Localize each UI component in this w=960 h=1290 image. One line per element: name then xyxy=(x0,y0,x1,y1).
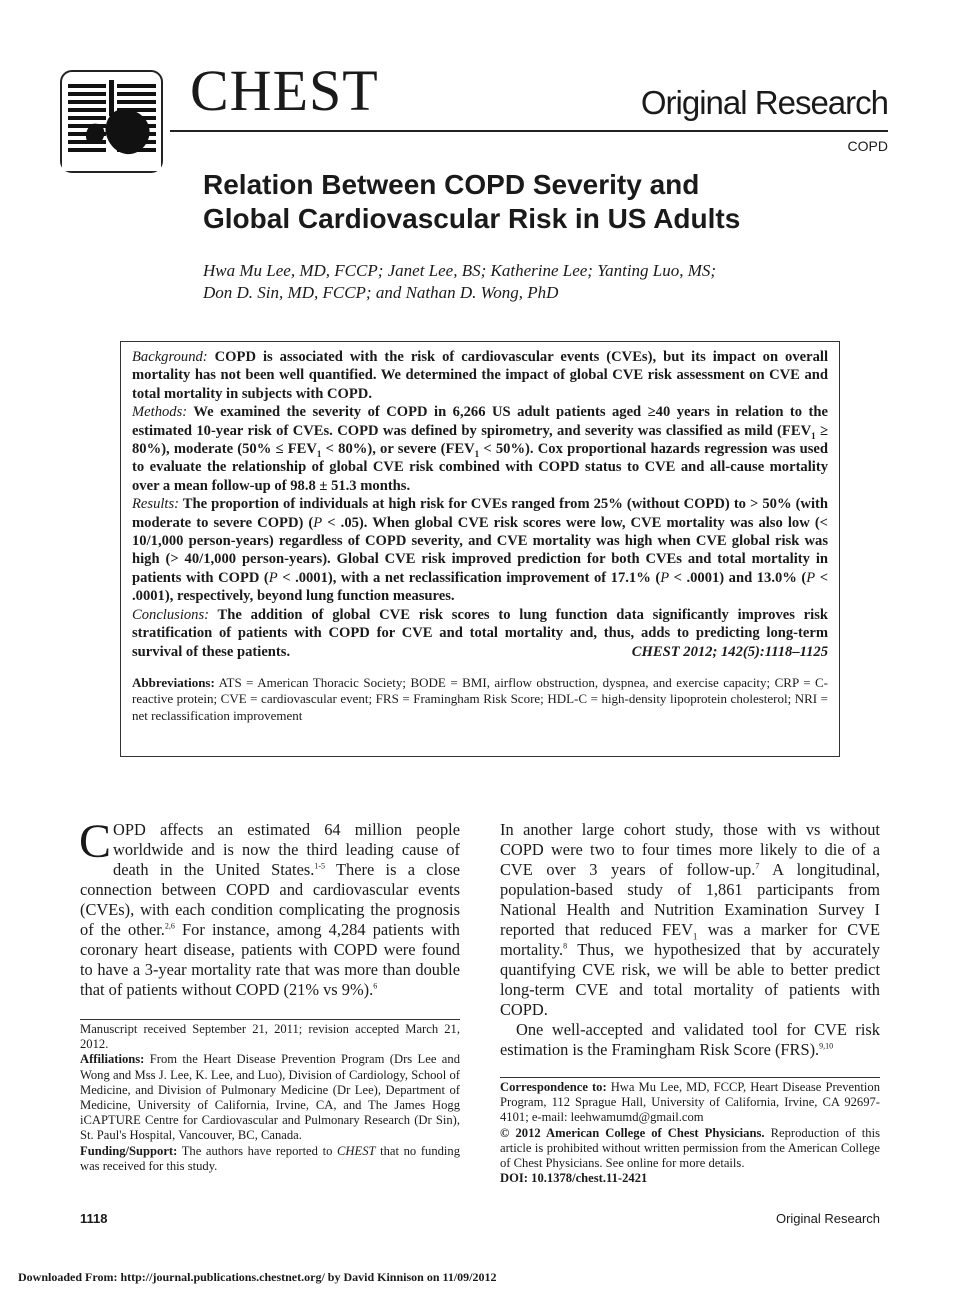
methods-text: We examined the severity of COPD in 6,266 US adult patients aged ≥40 years in relation to the estimated 10-year risk of CVEs. COPD was defined by spirometry, and severity was classified as mild (FEV xyxy=(132,404,828,439)
subscript: 1 xyxy=(316,448,322,459)
author-list xyxy=(203,260,843,304)
abbreviations xyxy=(132,675,828,725)
copyright-text: Reproduction of this article is prohibited without written permission from the American College of Chest Physicians. See online for more details. xyxy=(500,1125,881,1171)
abstract-text xyxy=(132,348,828,661)
results-label: Results: xyxy=(132,496,180,513)
copyright xyxy=(500,1126,880,1172)
lungs-logo-icon xyxy=(62,72,161,171)
methods-text: < 80%), or severe (FEV xyxy=(321,441,475,458)
subsection-label: COPD xyxy=(847,138,888,154)
manuscript-dates: Manuscript received September 21, 2011; revision accepted March 21, 2012. xyxy=(80,1022,460,1052)
reference[interactable]: 7 xyxy=(755,861,760,871)
abstract-results xyxy=(132,495,828,605)
footnotes-right xyxy=(500,1077,880,1186)
reference[interactable]: 1-5 xyxy=(314,861,325,871)
body-column-right xyxy=(500,820,880,1060)
funding-journal: CHEST xyxy=(337,1143,376,1158)
section-label: Original Research xyxy=(640,84,888,121)
journal-name: CHEST xyxy=(190,58,379,123)
p-symbol: P xyxy=(313,514,323,531)
p-symbol: P xyxy=(806,569,816,586)
body-text: A longitudinal, population-based study of 1,861 participants from National Health and Nutrition Examination Survey I reported that reduced FEV xyxy=(500,860,880,939)
body-paragraph xyxy=(500,1020,880,1060)
funding-label: Funding/Support: xyxy=(80,1143,178,1158)
reference[interactable]: 6 xyxy=(373,981,378,991)
correspondence xyxy=(500,1080,880,1126)
drop-cap: C xyxy=(79,815,112,868)
doi xyxy=(500,1171,880,1186)
title-line: Relation Between COPD Severity and xyxy=(203,169,700,200)
conclusions-label: Conclusions: xyxy=(132,606,210,623)
footer-label: Original Research xyxy=(775,1211,880,1226)
body-text: For instance, among 4,284 patients with coronary heart disease, patients with COPD were found to have a 3-year mortality rate that was more than double that of patients without COPD (21% vs 9%). xyxy=(80,920,461,999)
copyright-label: © 2012 American College of Chest Physicians. xyxy=(500,1125,765,1140)
author-line: Don D. Sin, MD, FCCP; and Nathan D. Wong, PhD xyxy=(203,283,559,302)
funding xyxy=(80,1144,460,1174)
author-line: Hwa Mu Lee, MD, FCCP; Janet Lee, BS; Katherine Lee; Yanting Luo, MS; xyxy=(203,261,717,280)
header-rule xyxy=(170,130,888,132)
abstract-conclusions xyxy=(132,606,828,661)
affiliations xyxy=(80,1052,460,1143)
body-column-left xyxy=(79,815,461,1000)
background-text: COPD is associated with the risk of cardiovascular events (CVEs), but its impact on overall mortality has not been well quantified. We determined the impact of global CVE risk assessment on CVE and total mortality in subjects with COPD. xyxy=(132,349,828,402)
funding-text: that no funding was received for this study. xyxy=(80,1143,461,1173)
body-paragraph xyxy=(79,815,461,1000)
body-text: was a marker for CVE mortality. xyxy=(500,920,880,959)
footnotes-left xyxy=(80,1019,460,1174)
subscript: 1 xyxy=(474,448,480,459)
body-paragraph xyxy=(500,820,880,1020)
page-number: 1118 xyxy=(80,1211,108,1226)
doi-label: DOI: xyxy=(500,1171,528,1186)
article-title xyxy=(203,168,863,236)
body-text: One well-accepted and validated tool for CVE risk estimation is the Framingham Risk Score (FRS). xyxy=(500,1020,880,1059)
abbreviations-text: ATS = American Thoracic Society; BODE = BMI, airflow obstruction, dyspnea, and exercise capacity; CRP = C-reactive protein; CVE = cardiovascular event; FRS = Framingham Risk Score; HDL-C = high-density lipoprotein cholesterol; NRI = net reclassification improvement xyxy=(132,674,828,723)
results-text: < .0001) and 13.0% ( xyxy=(669,569,807,586)
abstract-methods xyxy=(132,403,828,495)
body-text: Thus, we hypothesized that by accurately quantifying CVE risk, we will be able to better predict long-term CVE and total mortality of patients with COPD. xyxy=(500,940,880,1019)
correspondence-text: Hwa Mu Lee, MD, FCCP, Heart Disease Prevention Program, 112 Sprague Hall, University of California, Irvine, CA 92697-4101; e-mail: leehwamumd@gmail.com xyxy=(500,1080,881,1125)
methods-text: < 50%). Cox proportional hazards regression was used to evaluate the relationship of global CVE risk combined with COPD status to CVE and all-cause mortality over a mean follow-up of 98.8 ± 51.3 months. xyxy=(132,441,828,494)
journal-logo xyxy=(60,70,163,173)
reference[interactable]: 8 xyxy=(563,941,568,951)
abbreviations-label: Abbreviations: xyxy=(132,674,215,690)
title-line: Global Cardiovascular Risk in US Adults xyxy=(203,203,741,234)
subscript: 1 xyxy=(811,430,816,441)
abstract-box xyxy=(120,341,840,757)
abstract-background xyxy=(132,348,828,403)
background-label: Background: xyxy=(132,349,208,365)
conclusions-text: The addition of global CVE risk scores to lung function data significantly improves risk stratification of patients with COPD for CVE and total mortality and, thus, adds to predicting long-term survival of these patients. xyxy=(132,606,829,660)
affiliations-label: Affiliations: xyxy=(80,1052,145,1067)
results-text: < .0001), with a net reclassification improvement of 17.1% ( xyxy=(277,569,661,586)
body-text: OPD affects an estimated 64 million people worldwide and is now the third leading cause of death in the United States. xyxy=(113,820,460,879)
subscript: 1 xyxy=(692,931,698,942)
correspondence-label: Correspondence to: xyxy=(500,1080,607,1094)
doi-link[interactable]: 10.1378/chest.11-2421 xyxy=(531,1171,648,1186)
methods-label: Methods: xyxy=(132,404,188,421)
reference[interactable]: 2,6 xyxy=(164,921,175,931)
body-text: In another large cohort study, those with vs without COPD were two to four times more likely to die of a CVE over 3 years of follow-up. xyxy=(500,820,880,879)
reference[interactable]: 9,10 xyxy=(819,1041,834,1051)
funding-text: The authors have reported to xyxy=(181,1143,337,1158)
results-text: < .05). When global CVE risk scores were low, CVE mortality was also low (< 10/1,000 person-years) regardless of COPD severity, and CVE mortality was high when CVE global risk was high (> 40/1,000 person-years). Global CVE risk improved prediction for both CVEs and total mortality in patients with COPD ( xyxy=(132,514,828,586)
citation: CHEST 2012; 142(5):1118–1125 xyxy=(631,643,828,660)
download-notice: Downloaded From: http://journal.publications.chestnet.org/ by David Kinnison on 11/09/2012 xyxy=(18,1270,497,1284)
methods-text: ≥ 80%), moderate (50% ≤ FEV xyxy=(132,422,828,458)
p-symbol: P xyxy=(268,569,278,586)
affiliations-text: From the Heart Disease Prevention Program (Drs Lee and Wong and Mss J. Lee, K. Lee, and Luo), Division of Cardiology, School of Medicine, and Division of Pulmonary Medicine (Dr Lee), Department of Medicine, University of California, Irvine, CA, and The James Hogg iCAPTURE Centre for Cardiovascular and Pulmonary Research (Dr Sin), St. Paul's Hospital, Vancouver, BC, Canada. xyxy=(80,1052,460,1143)
results-text: The proportion of individuals at high risk for CVEs ranged from 25% (without COPD) to > 50% (with moderate to severe COPD) ( xyxy=(132,496,828,531)
results-text: < .0001), respectively, beyond lung function measures. xyxy=(132,569,829,605)
body-text: There is a close connection between COPD and cardiovascular events (CVEs), with each condition complicating the prognosis of the other. xyxy=(80,860,460,939)
p-symbol: P xyxy=(660,569,670,586)
